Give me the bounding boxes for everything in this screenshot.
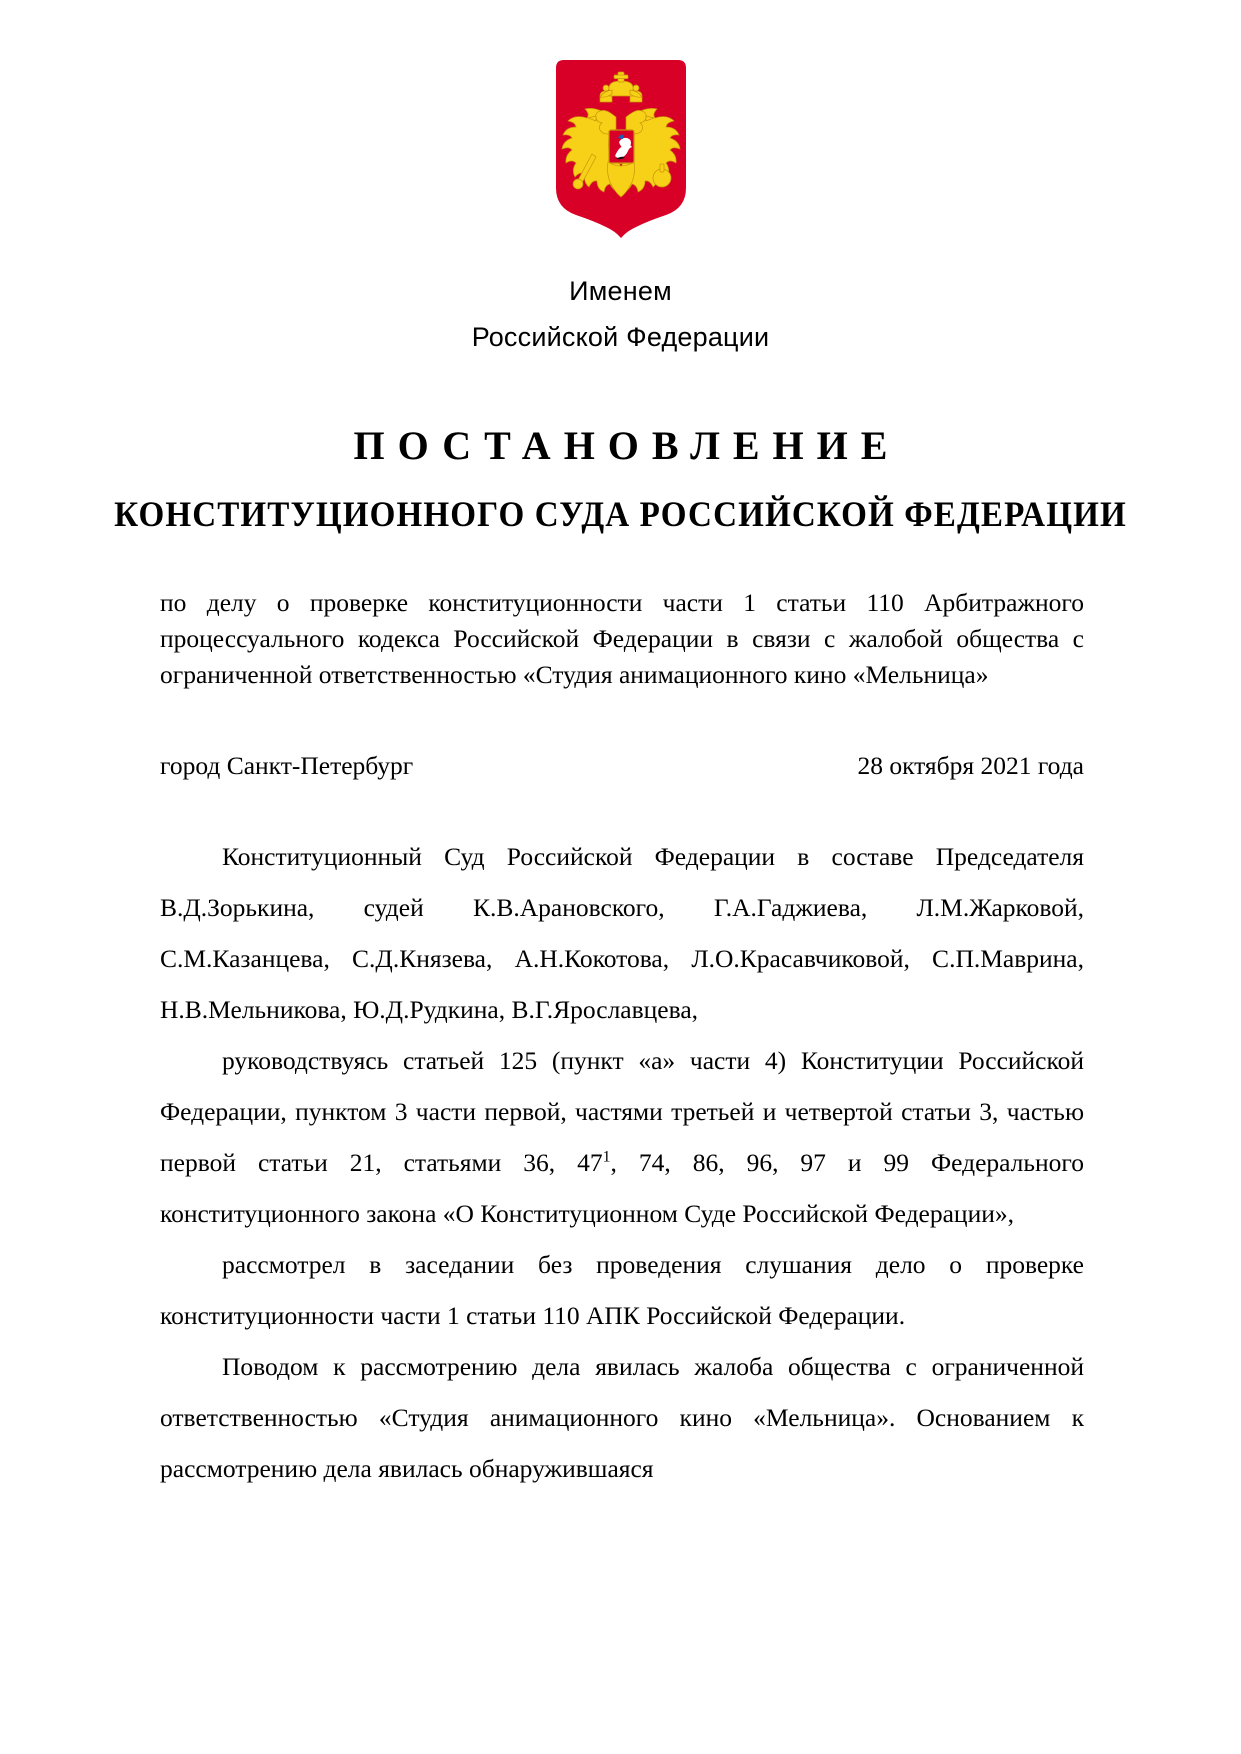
in-name-heading (0, 268, 1241, 360)
paragraph-legal-basis (160, 1035, 1084, 1239)
in-name-line-1: Именем (569, 276, 672, 306)
case-subject (160, 585, 1084, 693)
coat-of-arms-container (0, 0, 1241, 200)
paragraph-legal-basis-part1: руководствуясь статьей 125 (пункт «а» части 4) Конституции Российской Федерации, пунктом 3 части первой, частями третьей и четвертой статьи 3, частью первой статьи 21, статьями 36, 47 (160, 1046, 1084, 1177)
document-subtitle: КОНСТИТУЦИОННОГО СУДА РОССИЙСКОЙ ФЕДЕРАЦИИ (114, 494, 1127, 534)
paragraph-grounds: Поводом к рассмотрению дела явилась жалоба общества с ограниченной ответственностью «Студия анимационного кино «Мельница». Основанием к рассмотрению дела явилась обнаружившаяся (160, 1352, 1084, 1483)
case-subject-text: по делу о проверке конституционности части 1 статьи 110 Арбитражного процессуального кодекса Российской Федерации в связи с жалобой общества с ограниченной ответственностью «Студия анимационного кино «Мельница» (160, 588, 1084, 689)
city-label: город Санкт-Петербург (160, 751, 414, 780)
russian-coat-of-arms-icon (552, 58, 690, 240)
in-name-line-2: Российской Федерации (471, 322, 770, 352)
paragraph-composition: Конституционный Суд Российской Федерации в составе Председателя В.Д.Зорькина, судей К.В.Арановского, Г.А.Гаджиева, Л.М.Жарковой, С.М.Казанцева, С.Д.Князева, А.Н.Кокотова, Л.О.Красавчиковой, С.П.Маврина, Н.В.Мельникова, Ю.Д.Рудкина, В.Г.Ярославцева, (160, 842, 1084, 1024)
body-paragraphs (160, 831, 1084, 1494)
document-body (0, 585, 1241, 1494)
paragraph-considered: рассмотрел в заседании без проведения слушания дело о проверке конституционности части 1 статьи 110 АПК Российской Федерации. (160, 1250, 1084, 1330)
city-date-line (160, 749, 1084, 783)
paragraph-legal-basis-part2: , 74, 86, 96, 97 и 99 Федерального конституционного закона «О Конституционном Суде Российской Федерации», (160, 1148, 1085, 1228)
footnote-marker: 1 (602, 1148, 611, 1166)
date-label: 28 октября 2021 года (857, 751, 1084, 780)
document-title: ПОСТАНОВЛЕНИЕ (353, 423, 901, 468)
